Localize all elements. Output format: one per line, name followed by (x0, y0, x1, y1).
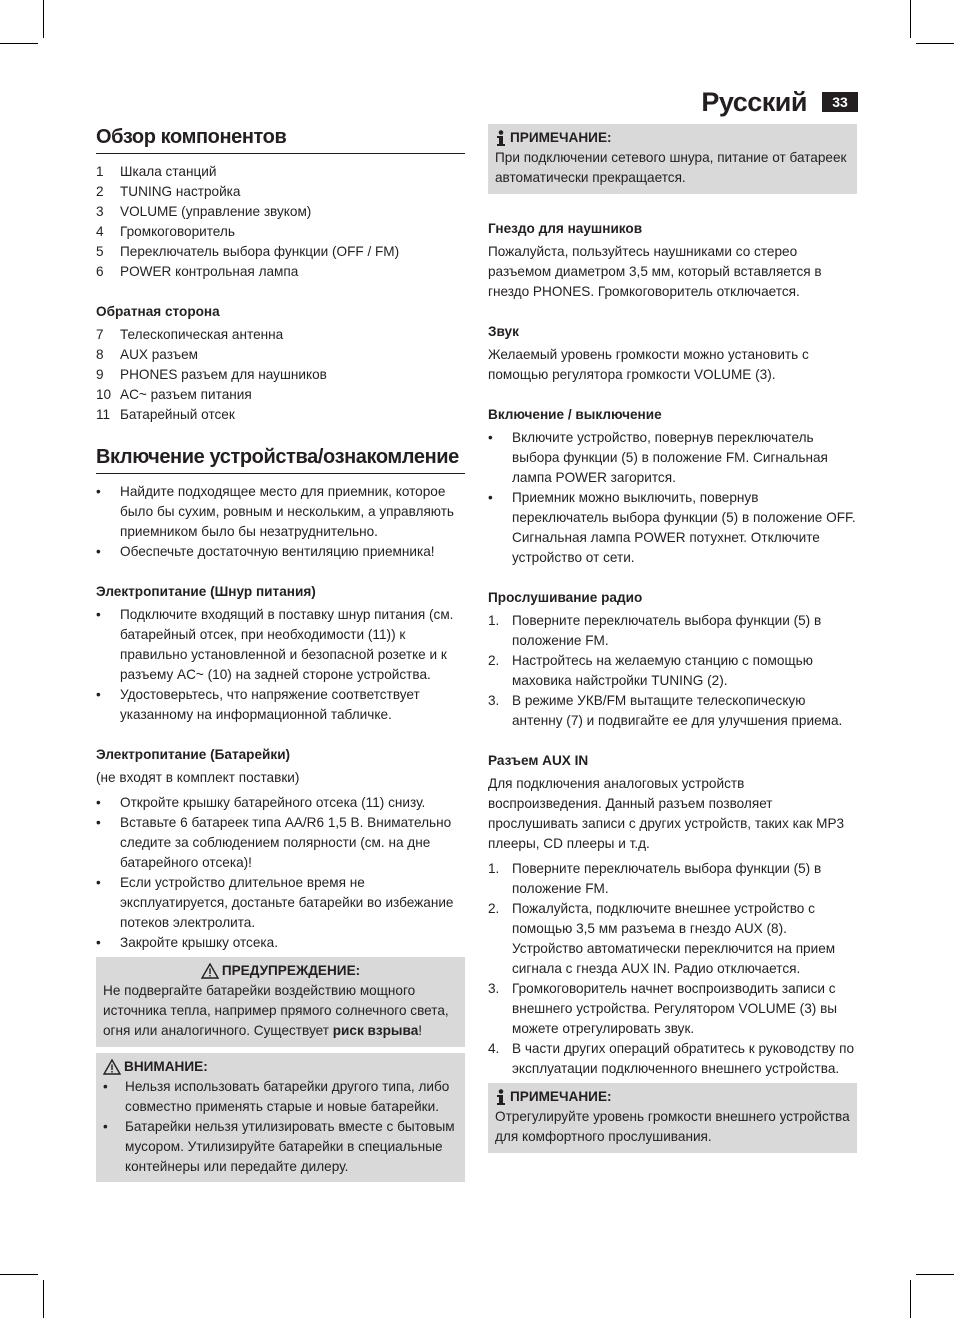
overview-title: Обзор компонентов (96, 124, 465, 154)
back-side-title: Обратная сторона (96, 304, 220, 319)
list-item: 1 Шкала станций (96, 164, 217, 179)
caution-box (96, 1053, 465, 1182)
list-item: • Найдите подходящее место для приемник, которое было бы сухим, ровным и нескольким, а управляють приемником было бы незатруднительно. (96, 484, 455, 539)
list-item: • Обеспечьте достаточную вентиляцию приемника! (96, 544, 435, 559)
caution-box-title: ВНИМАНИЕ: (103, 1057, 458, 1077)
note-box (488, 124, 857, 194)
warning-box-text: Не подвергайте батарейки воздействию мощного источника тепла, например прямого солнечного света, огня или аналогичного. Существует риск взрыва! (103, 983, 449, 1038)
note-box (488, 1083, 857, 1153)
radio-steps (488, 611, 857, 731)
info-icon (495, 130, 507, 146)
list-item: 1. Поверните переключатель выбора функции (5) в положение FM. (488, 861, 822, 896)
list-item: • Нельзя использовать батарейки другого типа, либо совместно применять старые и новые батарейки. (103, 1079, 450, 1114)
list-item: 11 Батарейный отсек (96, 407, 235, 422)
batteries-title: Электропитание (Батарейки) (96, 747, 291, 762)
list-item: 1. Поверните переключатель выбора функции (5) в положение FM. (488, 613, 822, 648)
crop-mark (916, 43, 954, 44)
list-item: • Включите устройство, повернув переключатель выбора функции (5) в положение FM. Сигнальная лампа POWER загорится. (488, 430, 828, 485)
headphones-text: Пожалуйста, пользуйтесь наушниками со стерео разъемом диаметром 3,5 мм, который вставляется в гнездо PHONES. Громкоговоритель отключается. (488, 244, 822, 299)
list-item: • Батарейки нельзя утилизировать вместе с бытовым мусором. Утилизируйте батарейки в специальные контейнеры или передайте дилеру. (103, 1119, 455, 1174)
list-item: 4. В части других операций обратитесь к руководству по эксплуатации подключенного внешнего устройства. (488, 1041, 855, 1076)
crop-mark (43, 1280, 44, 1318)
on-off-list (488, 428, 857, 568)
sound-title: Звук (488, 324, 519, 339)
list-item: • Откройте крышку батарейного отсека (11) снизу. (96, 795, 426, 810)
headphones-title: Гнездо для наушников (488, 221, 643, 236)
aux-text: Для подключения аналоговых устройств воспроизведения. Данный разъем позволяет прослушивать записи с других устройств, таких как MP3 плееры, CD плееры и т.д. (488, 776, 845, 851)
list-item: 4 Громкоговоритель (96, 224, 235, 239)
caution-list (103, 1077, 458, 1177)
list-item: 5 Переключатель выбора функции (OFF / FM) (96, 244, 400, 259)
sound-text: Желаемый уровень громкости можно установить с помощью регулятора громкости VOLUME (3). (488, 347, 809, 382)
aux-title: Разъем AUX IN (488, 753, 589, 768)
list-item: 3. В режиме УКВ/FM вытащите телескопическую антенну (7) и подвигайте ее для улучшения приема. (488, 693, 843, 728)
list-item: 3. Громкоговоритель начнет воспроизводить записи с внешнего устройства. Регулятором VOLUME (3) вы можете отрегулировать звук. (488, 981, 838, 1036)
crop-mark (910, 0, 911, 38)
crop-mark (43, 0, 44, 38)
info-icon (495, 1089, 507, 1105)
list-item: • Если устройство длительное время не эксплуатируется, достаньте батарейки во избежание потеков электролита. (96, 875, 454, 930)
warning-triangle-icon (103, 1059, 121, 1075)
radio-title: Прослушивание радио (488, 590, 643, 605)
left-column (96, 124, 465, 1182)
right-column (488, 124, 857, 1153)
list-item: 6 POWER контрольная лампа (96, 264, 299, 279)
list-item: • Приемник можно выключить, повернув переключатель выбора функции (5) в положение OFF. Сигнальная лампа POWER потухнет. Отключите устройство от сети. (488, 490, 856, 565)
list-item: 2. Настройтесь на желаемую станцию с помощью маховика найстройки TUNING (2). (488, 653, 813, 688)
list-item: • Подключите входящий в поставку шнур питания (см. батарейный отсек, при необходимости (11)) к правильно установленной и безопасной розетке и к разъему AC~ (10) на задней стороне устройства. (96, 607, 454, 682)
language-heading: Русский (701, 87, 807, 117)
warning-triangle-icon (201, 963, 219, 979)
list-item: 2 TUNING настройка (96, 184, 241, 199)
startup-title: Включение устройства/ознакомление (96, 444, 465, 474)
note-box-text: Отрегулируйте уровень громкости внешнего устройства для комфортного прослушивания. (495, 1109, 850, 1144)
list-item: 9 PHONES разъем для наушников (96, 367, 327, 382)
crop-mark (910, 1280, 911, 1318)
list-item: 10 AC~ разъем питания (96, 387, 252, 402)
list-item: 3 VOLUME (управление звуком) (96, 204, 312, 219)
back-components-list (96, 325, 465, 425)
note-box-title: ПРИМЕЧАНИЕ: (495, 128, 850, 148)
list-item: • Удостоверьтесь, что напряжение соответствует указанному на информационной табличке. (96, 687, 420, 722)
list-item: 7 Телескопическая антенна (96, 327, 284, 342)
page-number: 33 (822, 92, 858, 112)
on-off-title: Включение / выключение (488, 407, 662, 422)
warning-box (96, 957, 465, 1047)
note-box-text: При подключении сетевого шнура, питание от батареек автоматически прекращается. (495, 150, 847, 185)
batteries-list (96, 793, 465, 953)
crop-mark (916, 1274, 954, 1275)
warning-box-title: ПРЕДУПРЕЖДЕНИЕ: (103, 961, 458, 981)
list-item: • Вставьте 6 батареек типа AA/R6 1,5 В. Внимательно следите за соблюдением полярности (см. на дне батарейного отсека)! (96, 815, 452, 870)
front-components-list (96, 162, 465, 282)
list-item: 2. Пожалуйста, подключите внешнее устройство с помощью 3,5 мм разъема в гнездо AUX (8). Устройство автоматически переключится на прием сигнала с гнезда AUX IN. Радио отключается. (488, 901, 836, 976)
aux-steps (488, 859, 857, 1079)
power-cord-list (96, 605, 465, 725)
list-item: • Закройте крышку отсека. (96, 935, 278, 950)
power-cord-title: Электропитание (Шнур питания) (96, 584, 316, 599)
batteries-note: (не входят в комплект поставки) (96, 770, 300, 785)
note-box-title: ПРИМЕЧАНИЕ: (495, 1087, 850, 1107)
crop-mark (0, 1274, 38, 1275)
crop-mark (0, 43, 38, 44)
list-item: 8 AUX разъем (96, 347, 199, 362)
startup-list (96, 482, 465, 562)
